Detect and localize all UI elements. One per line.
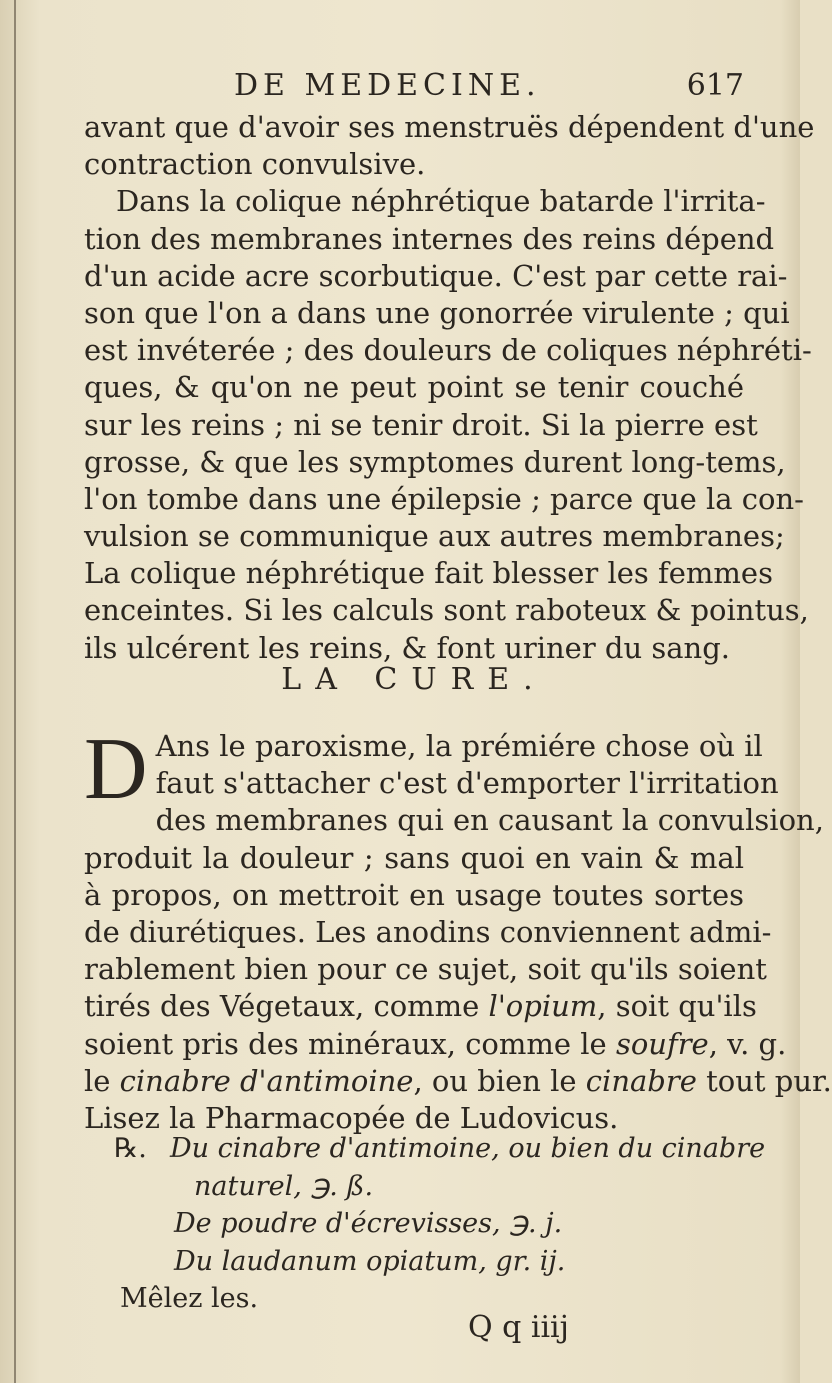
page-number: 617 xyxy=(686,68,744,103)
text-line: ques, & qu'on ne peut point se tenir couché xyxy=(84,370,744,405)
rx-symbol: ℞. xyxy=(114,1133,147,1164)
text-line: contraction convulsive. xyxy=(84,147,426,182)
text-line: soient pris des minéraux, comme le soufre, v. g. xyxy=(84,1026,787,1061)
text-line: ils ulcérent les reins, & font uriner du sang. xyxy=(84,630,731,665)
text-line: le cinabre d'antimoine, ou bien le cinabre tout pur. xyxy=(84,1063,832,1098)
signature-mark: Q q iiij xyxy=(468,1310,569,1345)
recipe-line: ℞. Du cinabre d'antimoine, ou bien du cinabre xyxy=(84,1130,744,1168)
text-line: rablement bien pour ce sujet, soit qu'ils soient xyxy=(84,952,767,987)
recipe-line: Mêlez les. xyxy=(120,1283,259,1314)
text-line: enceintes. Si les calculs sont raboteux & pointus, xyxy=(84,593,809,628)
italic-term: l'opium xyxy=(488,989,598,1024)
text-line: des membranes qui en causant la convulsion, xyxy=(155,803,824,838)
recipe-line: naturel, ℈. ß. xyxy=(194,1170,374,1202)
italic-term: cinabre d'antimoine xyxy=(119,1063,414,1098)
running-head xyxy=(84,68,744,108)
text-line: La colique néphrétique fait blesser les femmes xyxy=(84,556,773,591)
recipe-block xyxy=(84,1130,766,1318)
drop-cap: D xyxy=(84,721,148,818)
text-line: Lisez la Pharmacopée de Ludovicus. xyxy=(84,1100,619,1135)
text-line: son que l'on a dans une gonorrée virulente ; qui xyxy=(84,295,790,330)
text-line: tirés des Végetaux, comme l'opium, soit qu'ils xyxy=(84,989,757,1024)
text-line: vulsion se communique aux autres membranes; xyxy=(84,519,785,554)
running-head-title: DE MEDECINE. xyxy=(234,68,541,103)
text-line: faut s'attacher c'est d'emporter l'irritation xyxy=(155,766,779,801)
text-line: avant que d'avoir ses menstruës dépendent d'une xyxy=(84,110,815,144)
text-line: d'un acide acre scorbutique. C'est par cette rai- xyxy=(84,258,788,293)
text-line: Dans la colique néphrétique batarde l'irrita- xyxy=(116,184,766,219)
recipe-line: Du laudanum opiatum, gr. ij. xyxy=(174,1245,566,1277)
text-line: à propos, on mettroit en usage toutes sortes xyxy=(84,877,744,912)
recipe-line: De poudre d'écrevisses, ℈. j. xyxy=(174,1208,563,1239)
text-line: grosse, & que les symptomes durent long-tems, xyxy=(84,444,786,479)
italic-term: cinabre xyxy=(585,1063,697,1098)
text-line: de diurétiques. Les anodins conviennent admi- xyxy=(84,914,772,949)
body-text-top xyxy=(84,109,815,667)
cure-paragraph xyxy=(84,721,832,1137)
text-line: produit la douleur ; sans quoi en vain & mal xyxy=(84,840,744,875)
text-line: est invéterée ; des douleurs de coliques néphréti- xyxy=(84,333,812,368)
text-line: sur les reins ; ni se tenir droit. Si la pierre est xyxy=(84,407,758,442)
text-line: Ans le paroxisme, la prémiére chose où il xyxy=(155,729,763,763)
text-line: l'on tombe dans une épilepsie ; parce que la con- xyxy=(84,481,804,516)
section-title: LA CURE. xyxy=(281,662,547,697)
italic-term: soufre xyxy=(615,1026,709,1061)
text-line: tion des membranes internes des reins dépend xyxy=(84,221,775,256)
page-gutter xyxy=(14,0,16,1383)
